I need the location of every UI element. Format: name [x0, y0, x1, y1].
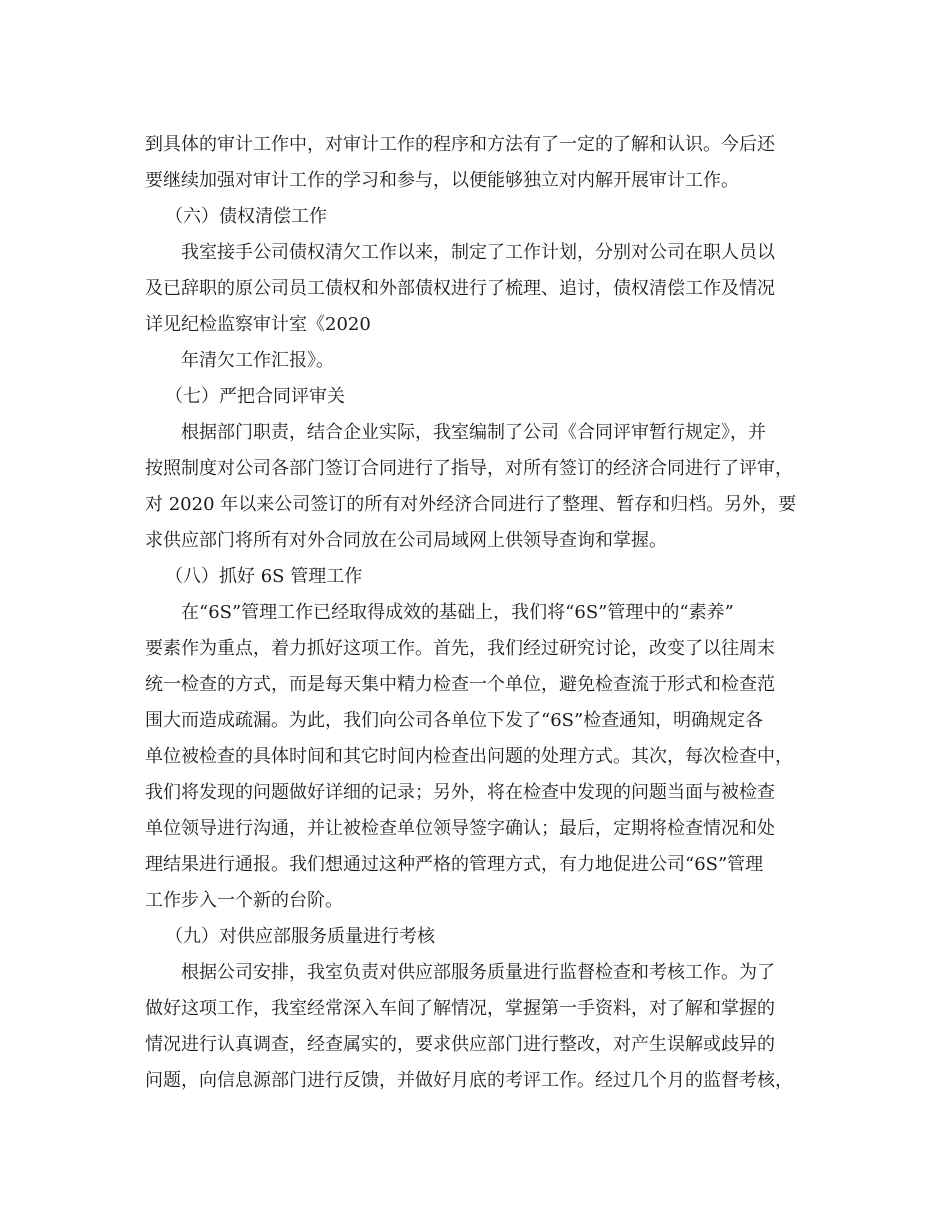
- body-text-line: 对 2020 年以来公司签订的所有对外经济合同进行了整理、暂存和归档。另外，要: [145, 494, 797, 515]
- body-text-line: 做好这项工作，我室经常深入车间了解情况，掌握第一手资料，对了解和掌握的: [145, 998, 775, 1019]
- body-text-line: 详见纪检监察审计室《2020: [145, 314, 371, 335]
- body-text-line: 我室接手公司债权清欠工作以来，制定了工作计划，分别对公司在职人员以: [181, 242, 775, 263]
- section-heading: （八）抓好 6S 管理工作: [165, 566, 363, 587]
- body-text-line: 根据部门职责，结合企业实际，我室编制了公司《合同评审暂行规定》，并: [181, 422, 766, 443]
- body-text-line: 及已辞职的原公司员工债权和外部债权进行了梳理、追讨，债权清偿工作及情况: [145, 278, 775, 299]
- document-body: [145, 127, 810, 1099]
- body-text-line: 围大而造成疏漏。为此，我们向公司各单位下发了“6S”检查通知，明确规定各: [145, 710, 764, 731]
- body-text-line: 情况进行认真调查，经查属实的，要求供应部门进行整改，对产生误解或歧异的: [145, 1034, 775, 1055]
- body-text-line: 要素作为重点，着力抓好这项工作。首先，我们经过研究讨论，改变了以往周末: [145, 638, 775, 659]
- body-text-line: 要继续加强对审计工作的学习和参与，以便能够独立对内解开展审计工作。: [145, 170, 739, 191]
- section-heading: （七）严把合同评审关: [165, 386, 345, 407]
- body-text-line: 根据公司安排，我室负责对供应部服务质量进行监督检查和考核工作。为了: [181, 962, 775, 983]
- body-text-line: 统一检查的方式，而是每天集中精力检查一个单位，避免检查流于形式和检查范: [145, 674, 775, 695]
- body-text-line: 单位被检查的具体时间和其它时间内检查出问题的处理方式。其次，每次检查中，: [145, 746, 793, 767]
- body-text-line: 问题，向信息源部门进行反馈，并做好月底的考评工作。经过几个月的监督考核，: [145, 1070, 793, 1091]
- body-text-line: 到具体的审计工作中，对审计工作的程序和方法有了一定的了解和认识。今后还: [145, 134, 775, 155]
- body-text-line: 在“6S”管理工作已经取得成效的基础上，我们将“6S”管理中的“素养”: [181, 602, 734, 623]
- body-text-line: 理结果进行通报。我们想通过这种严格的管理方式，有力地促进公司“6S”管理: [145, 854, 764, 875]
- body-text-line: 我们将发现的问题做好详细的记录；另外，将在检查中发现的问题当面与被检查: [145, 782, 775, 803]
- section-heading: （六）债权清偿工作: [165, 206, 327, 227]
- section-heading: （九）对供应部服务质量进行考核: [165, 926, 435, 947]
- body-text-line: 按照制度对公司各部门签订合同进行了指导，对所有签订的经济合同进行了评审，: [145, 458, 793, 479]
- body-text-line: 求供应部门将所有对外合同放在公司局域网上供领导查询和掌握。: [145, 530, 667, 551]
- body-text-line: 单位领导进行沟通，并让被检查单位领导签字确认；最后，定期将检查情况和处: [145, 818, 775, 839]
- body-text-line: 年清欠工作汇报》。: [181, 350, 334, 371]
- body-text-line: 工作步入一个新的台阶。: [145, 890, 343, 911]
